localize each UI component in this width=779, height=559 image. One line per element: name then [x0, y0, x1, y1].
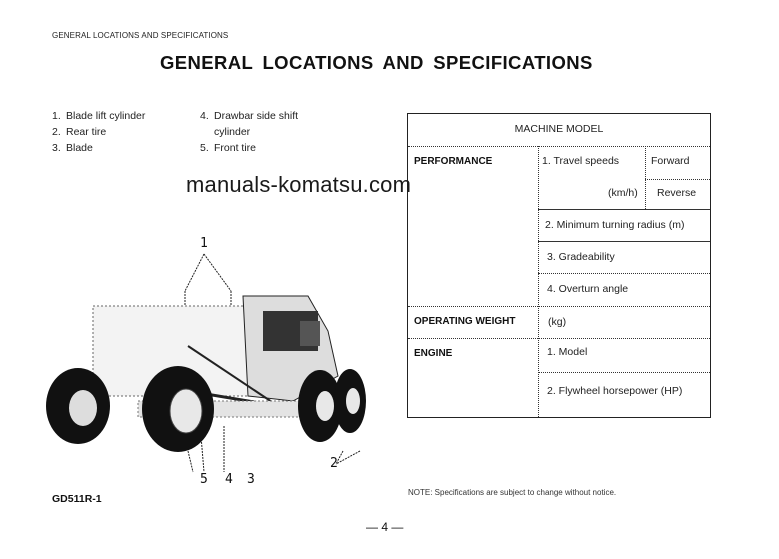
rule — [538, 146, 539, 417]
flywheel-horsepower-label: 2. Flywheel horsepower (HP) — [547, 385, 683, 397]
running-head: GENERAL LOCATIONS AND SPECIFICATIONS — [52, 31, 229, 40]
callout-5: 5 — [200, 472, 208, 487]
specifications-note: NOTE: Specifications are subject to change without notice. — [408, 488, 617, 497]
page-number: — 4 — — [366, 520, 404, 534]
figure-id: GD511R-1 — [52, 493, 102, 505]
page-title: GENERAL LOCATIONS AND SPECIFICATIONS — [160, 52, 593, 73]
motor-grader-illustration — [38, 236, 368, 486]
watermark: manuals-komatsu.com — [186, 172, 412, 197]
rule — [645, 146, 646, 209]
rule — [408, 338, 710, 339]
legend-item-3: 3. Blade — [52, 142, 93, 154]
travel-speeds-unit: (km/h) — [608, 187, 638, 199]
spec-table — [407, 113, 711, 418]
rule — [538, 209, 710, 210]
engine-label: ENGINE — [414, 348, 453, 359]
rule — [408, 306, 710, 307]
rule — [538, 241, 710, 242]
rule — [645, 179, 710, 180]
callout-3: 3 — [247, 472, 255, 487]
performance-label: PERFORMANCE — [414, 156, 493, 167]
legend-item-4-cont: cylinder — [214, 126, 251, 138]
callout-1: 1 — [200, 236, 208, 251]
forward-label: Forward — [651, 155, 690, 167]
engine-model-label: 1. Model — [547, 346, 588, 358]
operating-weight-unit: (kg) — [548, 316, 567, 328]
min-turning-radius-label: 2. Minimum turning radius (m) — [545, 219, 685, 231]
legend-item-1: 1. Blade lift cylinder — [52, 110, 146, 122]
rule — [408, 146, 710, 147]
operating-weight-label: OPERATING WEIGHT — [414, 316, 516, 327]
rule — [538, 273, 710, 274]
gradeability-label: 3. Gradeability — [547, 251, 615, 263]
overturn-angle-label: 4. Overturn angle — [547, 283, 629, 295]
callout-2: 2 — [330, 456, 338, 471]
legend-item-2: 2. Rear tire — [52, 126, 107, 138]
callout-4: 4 — [225, 472, 233, 487]
rule — [538, 372, 710, 373]
travel-speeds-label: 1. Travel speeds — [542, 155, 620, 167]
machine-model-header: MACHINE MODEL — [514, 123, 604, 135]
legend-item-5: 5. Front tire — [200, 142, 257, 154]
motor-grader-figure — [38, 236, 368, 486]
reverse-label: Reverse — [657, 187, 697, 199]
legend-item-4: 4. Drawbar side shift — [200, 110, 299, 122]
